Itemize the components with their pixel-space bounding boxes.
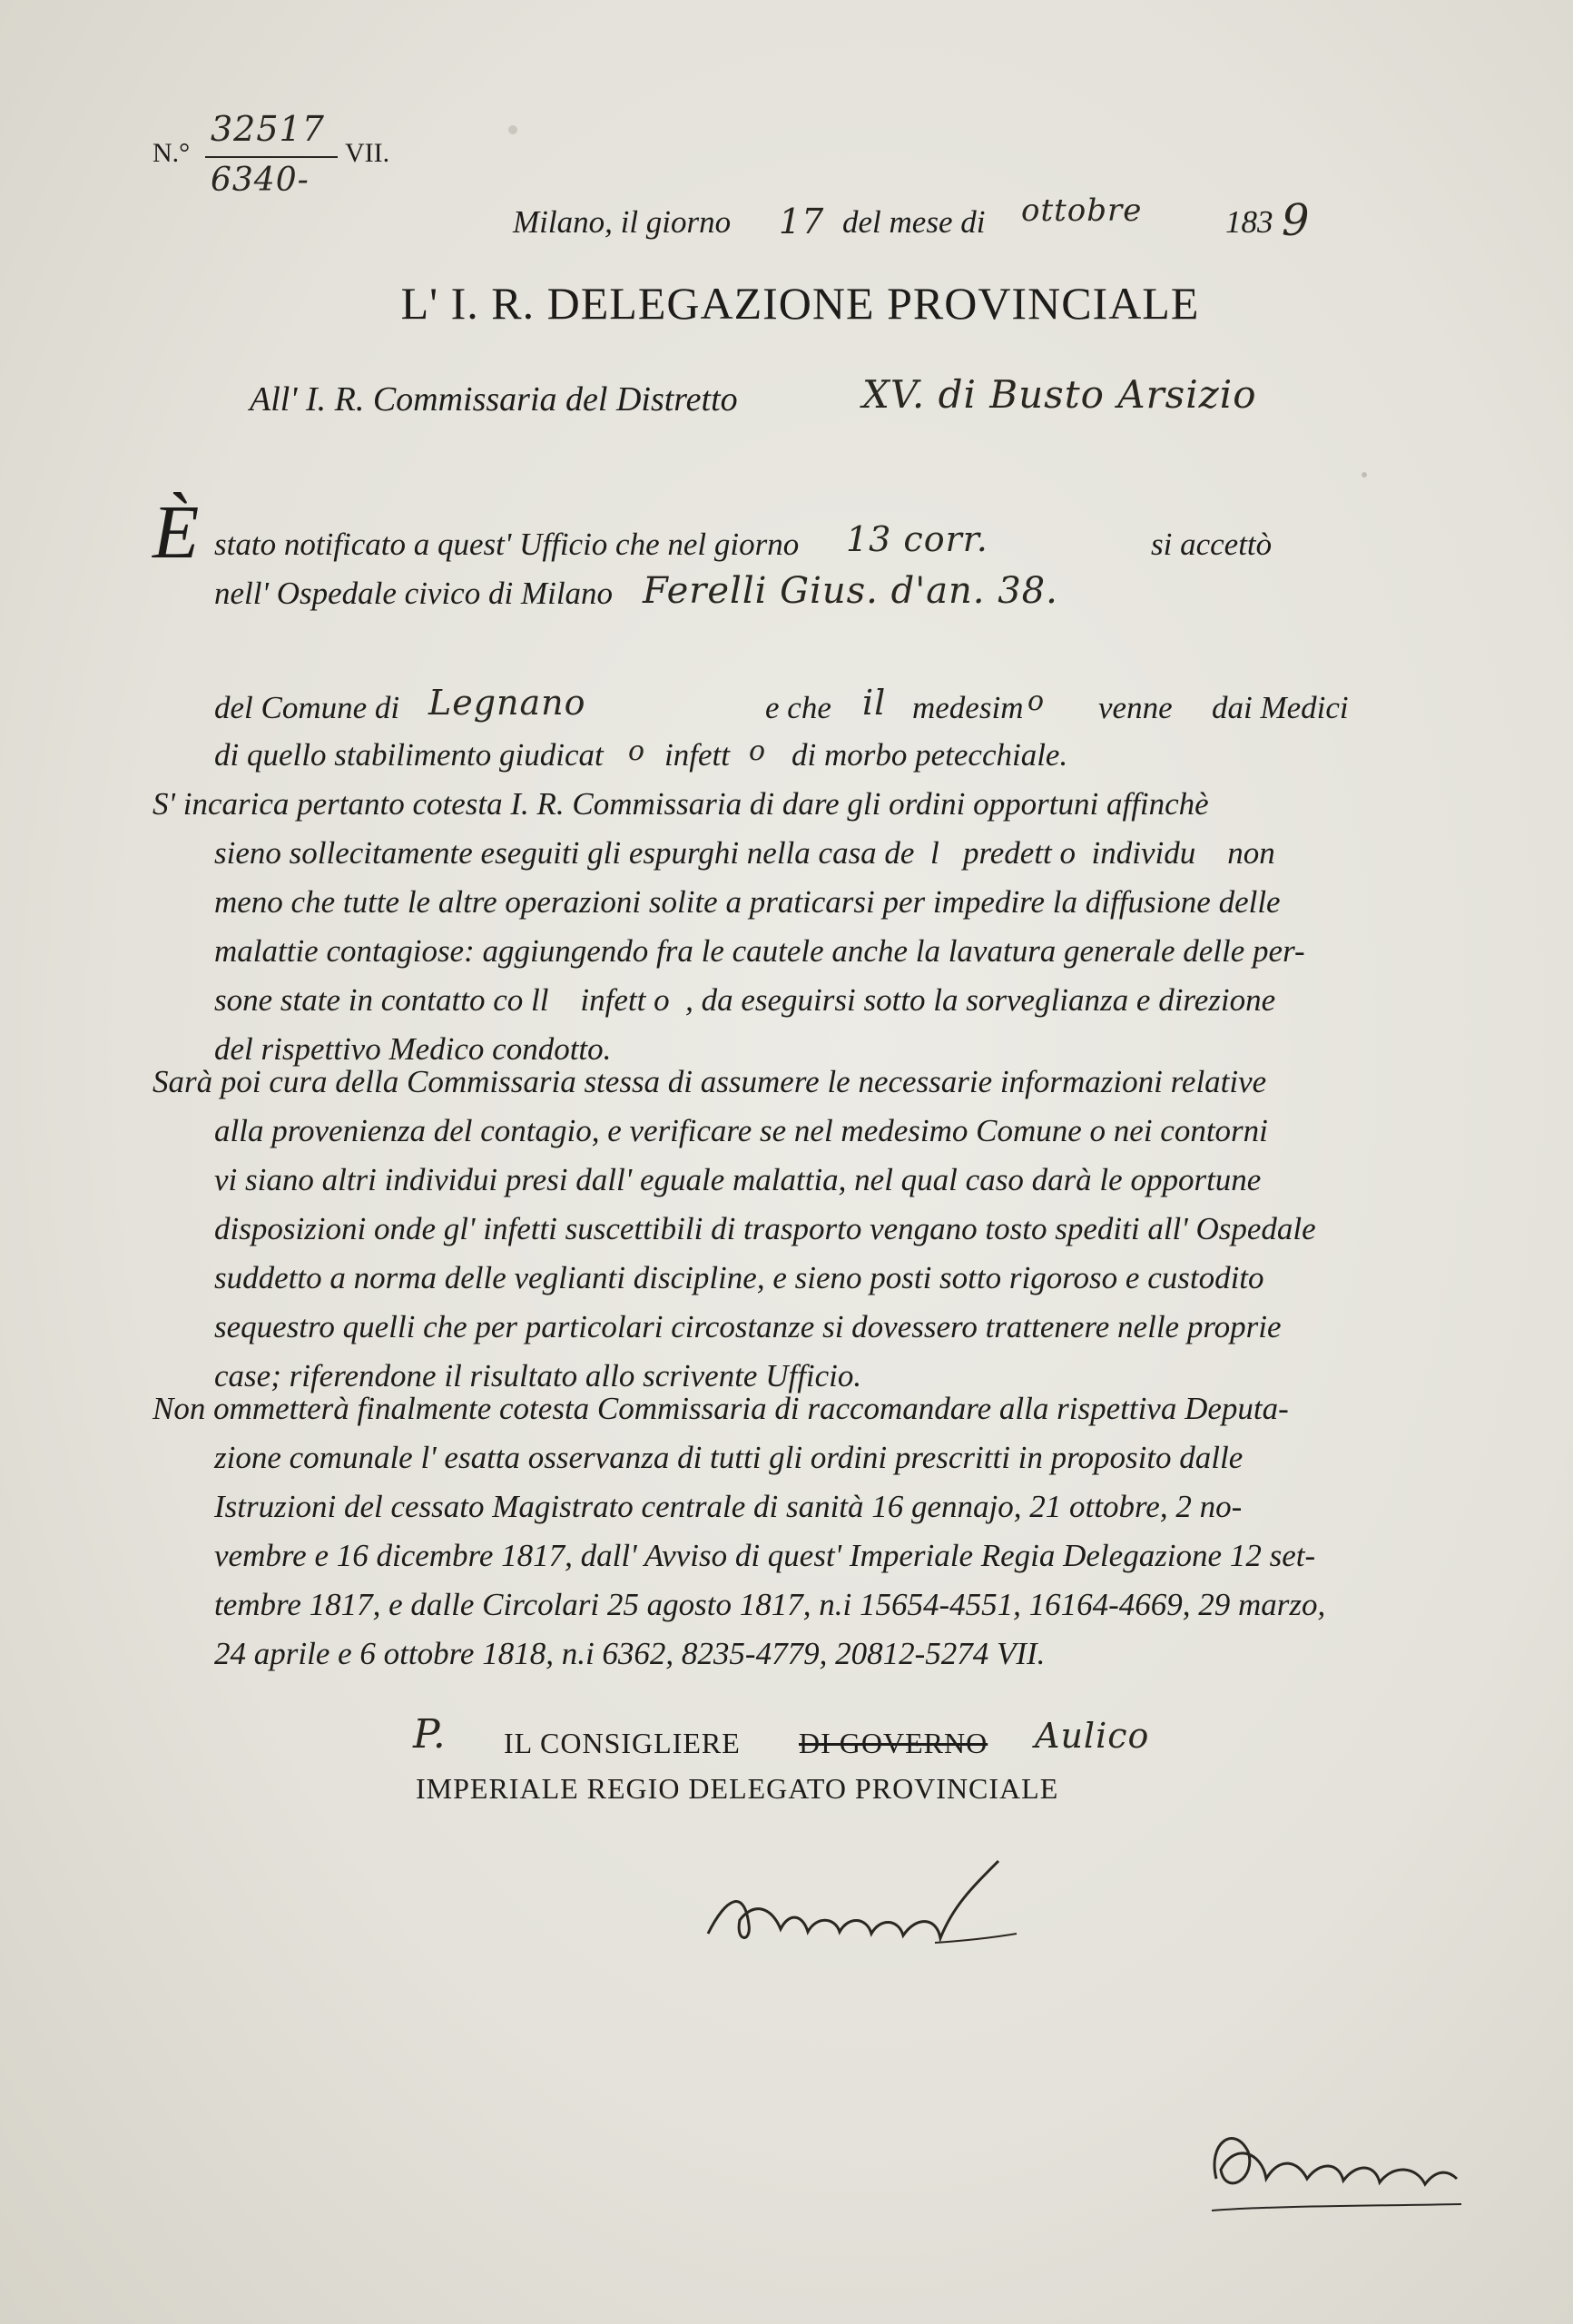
protocol-number-suffix: VII.: [345, 138, 390, 168]
paper-mark: [1362, 472, 1367, 478]
p2-line: S' incarica pertanto cotesta I. R. Commissaria di dare gli ordini opportuni affinchè: [152, 786, 1209, 822]
drop-cap: È: [152, 490, 200, 575]
p1-line1-end: si accettò: [1151, 527, 1273, 562]
initial-signature-scribble: [1198, 2106, 1470, 2224]
p4-line: Istruzioni del cessato Magistrato centrale di sanità 16 gennajo, 21 ottobre, 2 no-: [214, 1489, 1243, 1524]
signature-struck-text: DI GOVERNO: [799, 1727, 988, 1759]
signature-title-line1: IL CONSIGLIERE: [504, 1727, 741, 1759]
protocol-number-rule: [205, 156, 338, 158]
p3-line: alla provenienza del contagio, e verificare se nel medesimo Comune o nei contorni: [214, 1113, 1268, 1148]
p1-line1-text: stato notificato a quest' Ufficio che nel giorno: [214, 527, 800, 562]
signature-pre-mark: P.: [413, 1711, 447, 1758]
p1-line3-comune-hand: Legnano: [428, 683, 586, 723]
p3-line: case; riferendone il risultato allo scrivente Ufficio.: [214, 1358, 862, 1393]
date-place: Milano, il giorno: [513, 204, 732, 240]
protocol-number-top: 32517: [211, 109, 325, 149]
paper-mark: [508, 125, 517, 134]
p4-line: vembre e 16 dicembre 1817, dall' Avviso di quest' Imperiale Regia Delegazione 12 set-: [214, 1538, 1316, 1573]
p1-line2-name-hand: Ferelli Gius. d'an. 38.: [643, 570, 1058, 612]
p1-line2-text: nell' Ospedale civico di Milano: [214, 576, 614, 611]
p2-line: meno che tutte le altre operazioni solite a praticarsi per impedire la diffusione delle: [214, 884, 1281, 920]
p1-line3-e: dai Medici: [1212, 690, 1349, 725]
p2-line: del rispettivo Medico condotto.: [214, 1031, 612, 1067]
p2-line: malattie contagiose: aggiungendo fra le cautele anche la lavatura generale delle per-: [214, 933, 1305, 969]
date-month-label: del mese di: [842, 204, 986, 240]
p3-line: vi siano altri individui presi dall' eguale malattia, nel qual caso darà le opportune: [214, 1162, 1262, 1197]
date-year-prefix: 183: [1225, 204, 1273, 240]
p4-line: Non ommetterà finalmente cotesta Commissaria di raccomandare alla rispettiva Deputa-: [152, 1391, 1289, 1426]
p4-line: zione comunale l' esatta osservanza di tutti gli ordini prescritti in proposito dalle: [214, 1440, 1244, 1475]
date-year-suffix: 9: [1282, 195, 1311, 246]
main-signature-scribble: [699, 1852, 1026, 1970]
p1-line4-b: infett: [664, 737, 730, 773]
p3-line: sequestro quelli che per particolari circostanze si dovessero trattenere nelle proprie: [214, 1309, 1282, 1344]
p3-line: suddetto a norma delle veglianti discipline, e sieno posti sotto rigoroso e custodito: [214, 1260, 1264, 1295]
p4-line: tembre 1817, e dalle Circolari 25 agosto 1817, n.i 15654-4551, 16164-4669, 29 marzo,: [214, 1587, 1326, 1622]
p2-line: sieno sollecitamente eseguiti gli espurghi nella casa de l predett o individu non: [214, 835, 1275, 871]
date-month: ottobre: [1021, 192, 1143, 229]
addressee-district: XV. di Busto Arsizio: [862, 372, 1257, 417]
p3-line: disposizioni onde gl' infetti suscettibili di trasporto vengano tosto spediti all' Ospedale: [214, 1211, 1316, 1246]
p1-line3-o-hand: o: [1027, 685, 1046, 717]
p1-line3-text: del Comune di: [214, 690, 400, 725]
document-title: L' I. R. DELEGAZIONE PROVINCIALE: [400, 278, 1200, 329]
protocol-number-prefix: N.°: [152, 138, 191, 168]
protocol-number-bottom: 6340-: [211, 162, 310, 199]
p1-line3-b: e che: [765, 690, 831, 725]
p1-line4-o1-hand: o: [628, 735, 646, 767]
p1-line4-c: di morbo petecchiale.: [791, 737, 1068, 773]
p1-line3-d: venne: [1098, 690, 1173, 725]
p1-line4-text: di quello stabilimento giudicat: [214, 737, 604, 773]
p1-line3-il-hand: il: [862, 683, 887, 723]
p1-line1-date-hand: 13 corr.: [846, 519, 988, 559]
p2-line: sone state in contatto co ll infett o , da eseguirsi sotto la sorveglianza e direzione: [214, 982, 1276, 1018]
addressee-label: All' I. R. Commissaria del Distretto: [250, 380, 738, 419]
date-day: 17: [779, 202, 825, 241]
signature-aulico-hand: Aulico: [1035, 1716, 1150, 1756]
p4-line: 24 aprile e 6 ottobre 1818, n.i 6362, 8235-4779, 20812-5274 VII.: [214, 1636, 1046, 1671]
p3-line: Sarà poi cura della Commissaria stessa di assumere le necessarie informazioni relative: [152, 1064, 1267, 1099]
p1-line3-c: medesim: [912, 690, 1024, 725]
signature-title-line2: IMPERIALE REGIO DELEGATO PROVINCIALE: [416, 1772, 1059, 1805]
p1-line4-o2-hand: o: [749, 735, 767, 767]
